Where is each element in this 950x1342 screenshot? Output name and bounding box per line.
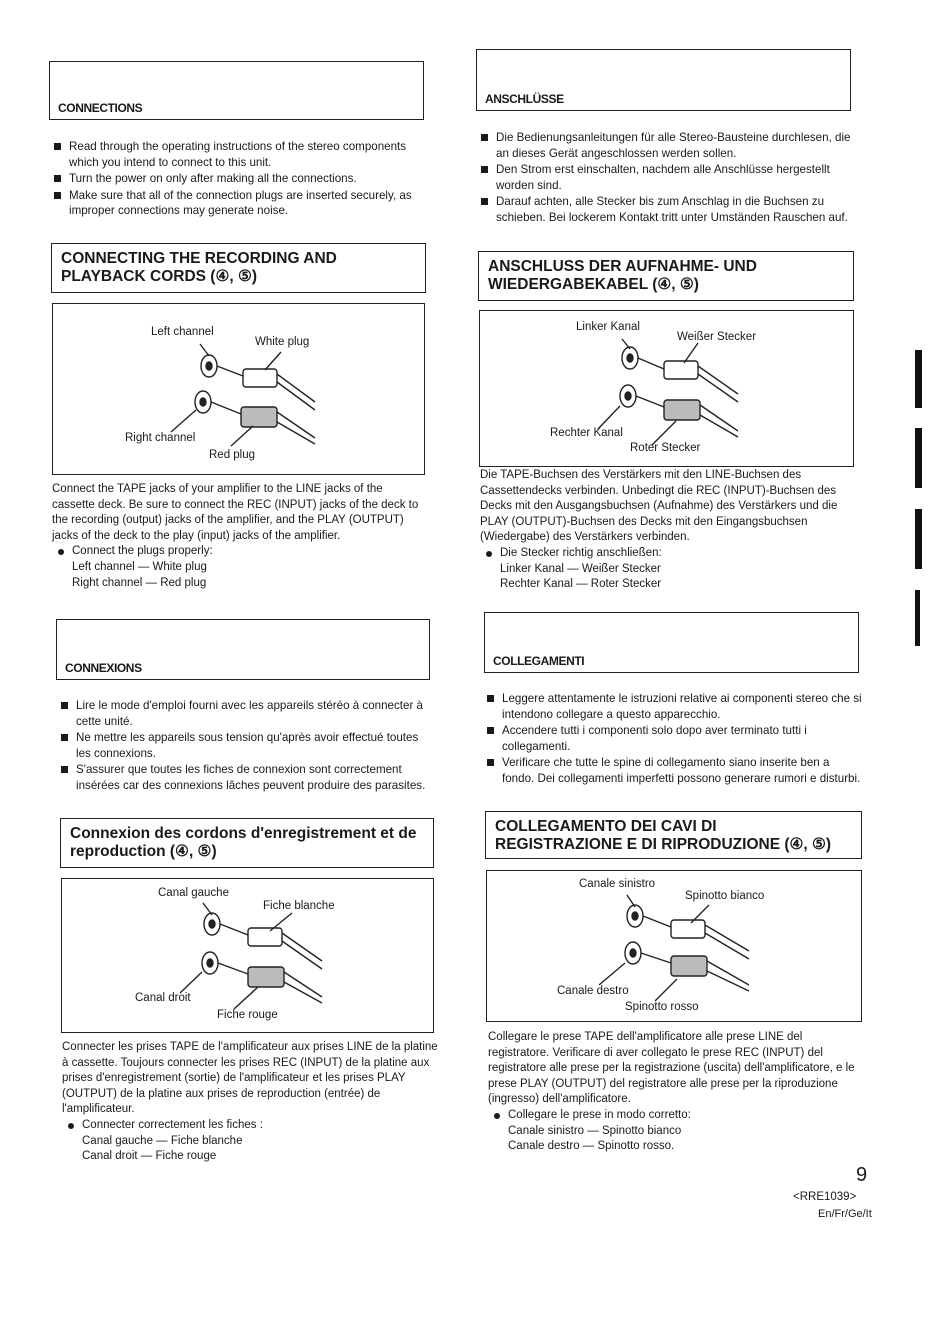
fr-bullet-1: Lire le mode d'emploi fourni avec les appareils stéréo à connecter à cette unité.: [60, 698, 432, 729]
it-label-red-plug: Spinotto rosso: [625, 1001, 699, 1013]
de-bullet-3: Darauf achten, alle Stecker bis zum Anschlag in die Buchsen zu schieben. Bei lockerem Kontakt tritt unter Umständen Rauschen auf.: [480, 194, 854, 225]
en-instructions: [52, 482, 428, 591]
en-label-red-plug: Red plug: [209, 449, 256, 461]
it-label-white-plug: Spinotto bianco: [685, 890, 765, 902]
fr-section-title-line1: Connexion des cordons d'enregistrement et de: [70, 825, 417, 842]
en-label-left-channel: Left channel: [151, 326, 214, 338]
de-header-label: ANSCHLÜSSE: [485, 92, 564, 106]
fr-bullet-list: [60, 698, 432, 794]
it-label-left-channel: Canale sinistro: [579, 878, 656, 890]
en-bullet-2: Turn the power on only after making all the connections.: [53, 171, 428, 187]
en-section-title-line1: CONNECTING THE RECORDING AND: [61, 250, 337, 267]
en-plug-diagram: [52, 303, 425, 475]
de-plug-diagram: [479, 310, 854, 467]
en-section-title: [51, 243, 426, 293]
de-header-box: [476, 49, 851, 111]
it-line-right: Canale destro — Spinotto rosso.: [508, 1140, 675, 1153]
fr-line-right: Canal droit — Fiche rouge: [82, 1150, 217, 1163]
de-paragraph: Die TAPE-Buchsen des Verstärkers mit den LINE-Buchsen des Cassettendecks verbinden. Unbedingt die REC (INPUT)-Buchsen des Decks mit den Ausgangsbuchsen (Aufnahme) des Verstärkers und die PLAY (OUTPUT)-Buchsen des Decks mit den Eingangsbuchsen (Wiedergabe) des Verstärkers verbinden.: [480, 469, 838, 544]
de-section-title-line1: ANSCHLUSS DER AUFNAHME- UND: [488, 258, 757, 275]
edge-index-bar-2: [915, 428, 922, 488]
en-dot-item: Connect the plugs properly:: [52, 544, 428, 560]
it-label-right-channel: Canale destro: [557, 985, 629, 997]
de-line-right: Rechter Kanal — Roter Stecker: [500, 578, 662, 591]
fr-paragraph: Connecter les prises TAPE de l'amplificateur aux prises LINE de la platine à cassette. Toujours connecter les prises REC (INPUT) de la platine aux prises d'enregistrement (sortie) de l'amplificateur et les prises PLAY (OUTPUT) de la platine aux prises de reproduction (entrée) de l'amplificateur.: [62, 1041, 438, 1116]
fr-bullet-3: S'assurer que toutes les fiches de connexion sont correctement insérées car des connexions lâches peuvent produire des parasites.: [60, 762, 432, 793]
fr-label-left-channel: Canal gauche: [158, 887, 229, 899]
it-bullet-1: Leggere attentamente le istruzioni relative ai componenti stereo che si intendono collegare a questo apparecchio.: [486, 691, 862, 722]
it-paragraph: Collegare le prese TAPE dell'amplificatore alle prese LINE del registratore. Verificare di aver collegato le prese REC (INPUT) del registratore alle prese per la registrazione (uscita) dell'amplificatore, e le prese PLAY (OUTPUT) del registratore alle prese per la riproduzione (ingresso) dell'amplificatore.: [488, 1031, 855, 1106]
de-label-left-channel: Linker Kanal: [576, 321, 640, 333]
en-bullet-1: Read through the operating instructions of the stereo components which you intend to connect to this unit.: [53, 139, 428, 170]
de-bullet-2: Den Strom erst einschalten, nachdem alle Anschlüsse hergestellt worden sind.: [480, 162, 854, 193]
it-section-title: [485, 811, 862, 859]
en-section-title-line2: PLAYBACK CORDS (④, ⑤): [61, 268, 258, 285]
document-code: <RRE1039>: [793, 1191, 857, 1203]
fr-label-red-plug: Fiche rouge: [217, 1009, 278, 1021]
fr-bullet-2: Ne mettre les appareils sous tension qu'après avoir effectué toutes les connexions.: [60, 730, 432, 761]
it-bullet-2: Accendere tutti i componenti solo dopo aver terminato tutti i collegamenti.: [486, 723, 862, 754]
edge-index-bar-4: [915, 590, 920, 646]
it-instructions: [488, 1030, 864, 1155]
page-number: 9: [856, 1164, 868, 1186]
en-paragraph: Connect the TAPE jacks of your amplifier to the LINE jacks of the cassette deck. Be sure to connect the REC (INPUT) jacks of the deck to the recording (output) jacks of the amplifier, and the PLAY (OUTPUT) jacks of the deck to the play (input) jacks of the amplifier.: [52, 483, 419, 542]
it-section-title-line2: REGISTRAZIONE E DI RIPRODUZIONE (④, ⑤): [495, 836, 832, 853]
it-header-box: [484, 612, 859, 673]
de-section-title: [478, 251, 854, 301]
it-bullet-list: [486, 691, 862, 787]
en-bullet-3: Make sure that all of the connection plugs are inserted securely, as improper connections may generate noise.: [53, 188, 428, 219]
en-label-white-plug: White plug: [255, 336, 310, 348]
language-codes: En/Fr/Ge/It: [818, 1208, 872, 1220]
de-bullet-1: Die Bedienungsanleitungen für alle Stereo-Bausteine durchlesen, die an dieses Gerät angeschlossen werden sollen.: [480, 130, 854, 161]
en-header-label: CONNECTIONS: [58, 101, 143, 115]
en-line-left: Left channel — White plug: [72, 560, 207, 573]
it-dot-item: Collegare le prese in modo corretto:: [488, 1108, 864, 1124]
fr-instructions: [62, 1040, 438, 1165]
de-label-white-plug: Weißer Stecker: [677, 331, 757, 343]
en-line-right: Right channel — Red plug: [72, 576, 207, 589]
it-plug-diagram: [486, 870, 862, 1022]
en-bullet-list: [53, 139, 428, 220]
edge-index-bar-1: [915, 350, 922, 408]
fr-section-title: [60, 818, 434, 868]
fr-header-box: [56, 619, 430, 680]
en-label-right-channel: Right channel: [125, 432, 196, 444]
fr-line-left: Canal gauche — Fiche blanche: [82, 1134, 243, 1147]
de-bullet-list: [480, 130, 854, 226]
it-section-title-line1: COLLEGAMENTO DEI CAVI DI: [495, 818, 717, 835]
de-instructions: [480, 468, 856, 593]
de-dot-item: Die Stecker richtig anschließen:: [480, 546, 856, 562]
edge-index-bar-3: [915, 509, 922, 569]
fr-dot-item: Connecter correctement les fiches :: [62, 1118, 438, 1134]
it-bullet-3: Verificare che tutte le spine di collegamento siano inserite ben a fondo. Dei collegamenti imperfetti possono generare rumori e disturbi.: [486, 755, 862, 786]
en-header-box: [49, 61, 424, 120]
fr-label-right-channel: Canal droit: [135, 992, 191, 1004]
it-line-left: Canale sinistro — Spinotto bianco: [508, 1124, 682, 1137]
fr-plug-diagram: [61, 878, 434, 1033]
de-label-red-plug: Roter Stecker: [630, 442, 701, 454]
de-label-right-channel: Rechter Kanal: [550, 427, 623, 439]
de-section-title-line2: WIEDERGABEKABEL (④, ⑤): [488, 276, 699, 293]
fr-section-title-line2: reproduction (④, ⑤): [70, 843, 217, 860]
de-line-left: Linker Kanal — Weißer Stecker: [500, 562, 661, 575]
fr-label-white-plug: Fiche blanche: [263, 900, 335, 912]
fr-header-label: CONNEXIONS: [65, 661, 142, 675]
it-header-label: COLLEGAMENTI: [493, 654, 585, 668]
